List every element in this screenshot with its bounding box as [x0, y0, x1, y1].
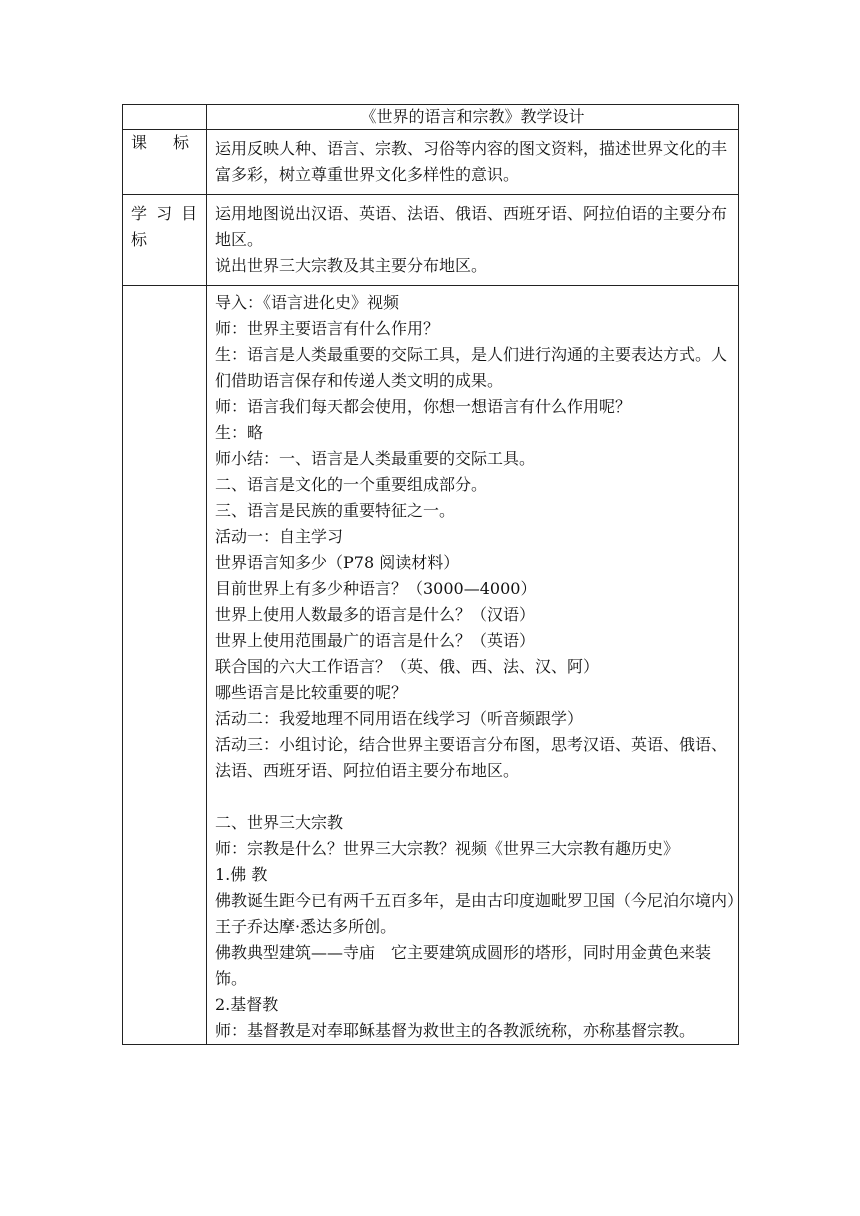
process-line: 师：基督教是对奉耶稣基督为救世主的各教派统称，亦称基督宗教。 [215, 1021, 696, 1040]
kebiao-label-a: 课 [131, 133, 148, 152]
document-title: 《世界的语言和宗教》教学设计 [207, 105, 739, 130]
lesson-plan-table [122, 104, 739, 1045]
process-line: 二、语言是文化的一个重要组成部分。 [215, 475, 488, 494]
process-line: 活动一：自主学习 [215, 527, 344, 546]
process-line: 哪些语言是比较重要的呢？ [215, 683, 408, 702]
process-row [123, 286, 739, 1045]
process-line: 师：语言我们每天都会使用，你想一想语言有什么作用呢？ [215, 397, 632, 416]
process-content [207, 286, 739, 1045]
process-line: 导入：《语言进化史》视频 [215, 293, 400, 312]
mubiao-line: 说出世界三大宗教及其主要分布地区。 [215, 256, 488, 275]
process-line: 生：略 [215, 423, 264, 442]
process-line: 师：世界主要语言有什么作用？ [215, 319, 440, 338]
process-line: 师：宗教是什么？世界三大宗教？视频《世界三大宗教有趣历史》 [215, 839, 680, 858]
process-line: 生：语言是人类最重要的交际工具，是人们进行沟通的主要表达方式。人们借助语言保存和传递人类文明的成果。 [215, 345, 728, 390]
process-label [123, 286, 207, 1045]
kebiao-label [123, 130, 207, 195]
process-line: 活动二：我爱地理不同用语在线学习（听音频跟学） [215, 709, 584, 728]
process-line: 世界上使用范围最广的语言是什么？（英语） [215, 631, 536, 650]
blank-line [215, 784, 736, 810]
process-line: 1.佛 教 [215, 865, 268, 884]
title-label-cell [123, 105, 207, 130]
kebiao-label-b: 标 [173, 133, 190, 152]
process-line: 世界语言知多少（P78 阅读材料） [215, 553, 460, 572]
mubiao-line: 运用地图说出汉语、英语、法语、俄语、西班牙语、阿拉伯语的主要分布地区。 [215, 204, 728, 249]
process-line: 联合国的六大工作语言？（英、俄、西、法、汉、阿） [215, 657, 600, 676]
process-line: 2.基督教 [215, 995, 279, 1014]
process-line: 目前世界上有多少种语言？（3000—4000） [215, 579, 537, 598]
kebiao-row [123, 130, 739, 195]
process-line: 师小结：一、语言是人类最重要的交际工具。 [215, 449, 536, 468]
process-line: 三、语言是民族的重要特征之一。 [215, 501, 456, 520]
mubiao-label: 学 习 目 标 [123, 195, 207, 286]
mubiao-row [123, 195, 739, 286]
mubiao-content [207, 195, 739, 286]
process-line: 佛教诞生距今已有两千五百多年，是由古印度迦毗罗卫国（今尼泊尔境内）王子乔达摩·悉达多所创。 [215, 891, 736, 936]
process-line: 二、世界三大宗教 [215, 813, 344, 832]
kebiao-content: 运用反映人种、语言、宗教、习俗等内容的图文资料，描述世界文化的丰富多彩，树立尊重世界文化多样性的意识。 [207, 130, 739, 195]
process-line: 佛教典型建筑——寺庙 它主要建筑成圆形的塔形，同时用金黄色来装饰。 [215, 943, 712, 988]
title-row [123, 105, 739, 130]
process-line: 世界上使用人数最多的语言是什么？（汉语） [215, 605, 536, 624]
process-line: 活动三：小组讨论，结合世界主要语言分布图，思考汉语、英语、俄语、法语、西班牙语、阿拉伯语主要分布地区。 [215, 735, 728, 780]
